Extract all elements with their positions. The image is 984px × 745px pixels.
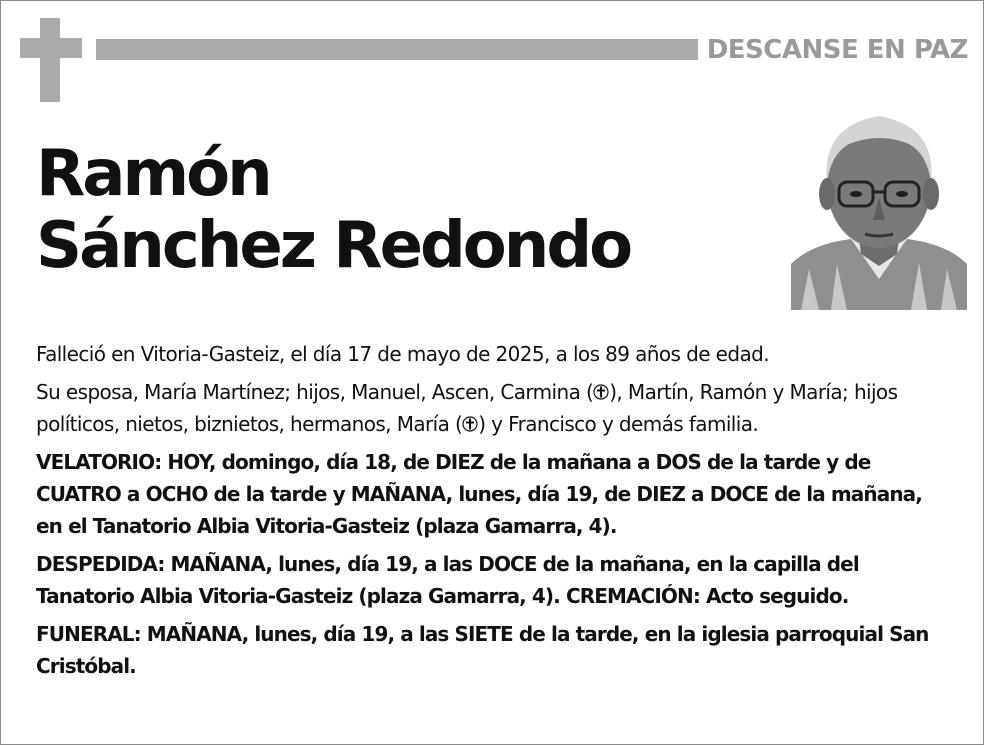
deceased-surnames: Sánchez Redondo: [36, 209, 631, 283]
deceased-cross-icon: [462, 415, 478, 433]
death-notice: Falleció en Vitoria-Gasteiz, el día 17 de mayo de 2025, a los 89 años de edad.: [36, 342, 769, 366]
header-title: DESCANSE EN PAZ: [706, 35, 968, 65]
portrait-photo: [791, 104, 967, 310]
family-text-part1: Su esposa, María Martínez; hijos, Manuel, Ascen, Carmina (: [36, 380, 594, 404]
deceased-cross-icon: [593, 383, 609, 401]
despedida-paragraph: DESPEDIDA: MAÑANA, lunes, día 19, a las DOCE de la mañana, en la capilla del Tanatorio Albia Vitoria-Gasteiz (plaza Gamarra, 4). CREMACIÓN: Acto seguido.: [36, 552, 859, 608]
family-text-part2: ), Martín, Ramón y María; hijos políticos, nietos, biznietos, hermanos, María (: [36, 380, 898, 436]
header-bar: [96, 39, 698, 60]
deceased-first-name: Ramón: [36, 137, 270, 211]
velatorio-paragraph: VELATORIO: HOY, domingo, día 18, de DIEZ de la mañana a DOS de la tarde y de CUATRO a OCHO de la tarde y MAÑANA, lunes, día 19, de DIEZ a DOCE de la mañana, en el Tanatorio Albia Vitoria-Gasteiz (plaza Gamarra, 4).: [36, 450, 922, 538]
latin-cross-icon: [20, 18, 82, 102]
obituary-text: [36, 338, 948, 688]
family-text-part3: ) y Francisco y demás familia.: [478, 412, 759, 436]
family-paragraph: [36, 376, 948, 440]
funeral-paragraph: FUNERAL: MAÑANA, lunes, día 19, a las SIETE de la tarde, en la iglesia parroquial San Cristóbal.: [36, 622, 929, 678]
